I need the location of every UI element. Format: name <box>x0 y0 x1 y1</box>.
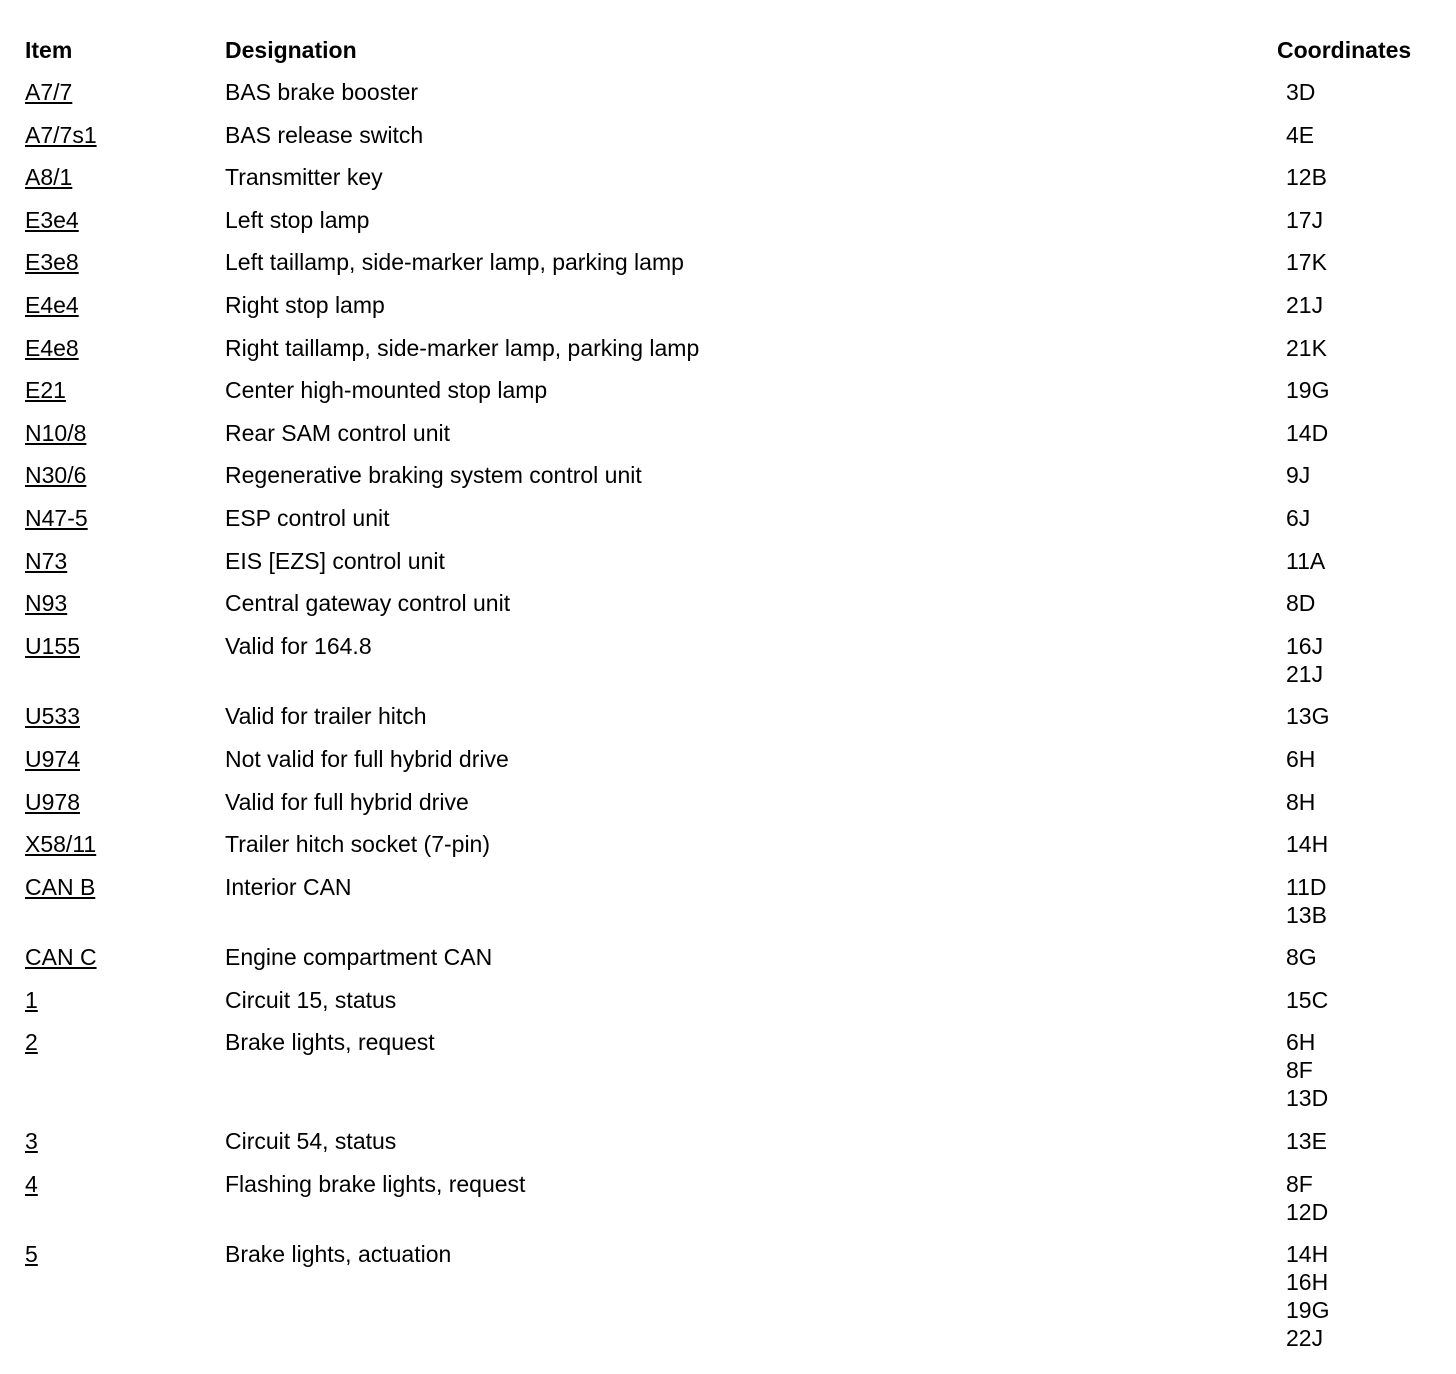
table-row <box>25 702 1435 745</box>
coordinates-cell <box>1286 1170 1328 1226</box>
designation-text: Right stop lamp <box>225 291 385 318</box>
coordinates-cell <box>1286 206 1323 234</box>
coordinate-value: 14H <box>1286 1241 1329 1268</box>
coordinate-value: 6H <box>1286 745 1316 772</box>
coordinate-value: 17J <box>1286 206 1324 233</box>
coordinate-value: 13G <box>1286 703 1330 730</box>
coordinate-value: 19G <box>1286 377 1330 404</box>
coordinate-value: 11A <box>1286 547 1326 574</box>
coordinate-value: 13D <box>1286 1085 1329 1112</box>
designation-text: Center high-mounted stop lamp <box>225 377 548 404</box>
table-row <box>25 334 1435 377</box>
coordinates-cell <box>1286 1240 1329 1352</box>
item-link[interactable]: X58/11 <box>25 831 97 858</box>
coordinate-value: 11D <box>1286 873 1327 900</box>
coordinate-value: 17K <box>1286 249 1327 276</box>
coordinates-cell <box>1286 830 1328 858</box>
coordinate-value: 16H <box>1286 1269 1329 1296</box>
table-row <box>25 78 1435 121</box>
coordinates-cell <box>1286 632 1323 688</box>
designation-text: Trailer hitch socket (7-pin) <box>225 831 491 858</box>
header-item: Item <box>25 37 73 63</box>
coordinate-value: 22J <box>1286 1325 1324 1352</box>
coordinate-value: 21J <box>1286 291 1324 318</box>
item-link[interactable]: U533 <box>25 703 80 730</box>
coordinates-cell <box>1286 163 1327 191</box>
item-link[interactable]: E3e4 <box>25 206 79 233</box>
coordinates-cell <box>1286 1127 1327 1155</box>
item-link[interactable]: N30/6 <box>25 462 87 489</box>
designation-text: Regenerative braking system control unit <box>225 462 642 489</box>
table-row <box>25 504 1435 547</box>
table-row <box>25 943 1435 986</box>
coordinates-cell <box>1286 376 1329 404</box>
table-row <box>25 121 1435 164</box>
table-row <box>25 873 1435 944</box>
item-link[interactable]: N93 <box>25 590 68 617</box>
item-link[interactable]: 2 <box>25 1029 38 1056</box>
table-row <box>25 1170 1435 1241</box>
table-row <box>25 830 1435 873</box>
item-link[interactable]: E4e8 <box>25 334 79 361</box>
designation-text: Not valid for full hybrid drive <box>225 745 509 772</box>
item-link[interactable]: N47-5 <box>25 504 88 531</box>
item-link[interactable]: 4 <box>25 1170 38 1197</box>
table-row <box>25 461 1435 504</box>
coordinate-value: 12B <box>1286 164 1327 191</box>
coordinate-value: 8D <box>1286 590 1316 617</box>
coordinate-value: 14D <box>1286 419 1329 446</box>
coordinate-value: 8F <box>1286 1057 1313 1084</box>
coordinates-cell <box>1286 986 1328 1014</box>
designation-text: Left stop lamp <box>225 206 370 233</box>
coordinate-value: 14H <box>1286 831 1329 858</box>
item-link[interactable]: CAN B <box>25 873 96 900</box>
coordinate-value: 8H <box>1286 788 1316 815</box>
header-designation: Designation <box>225 37 357 63</box>
table-row <box>25 163 1435 206</box>
coordinate-value: 13E <box>1286 1128 1327 1155</box>
coordinate-value: 16J <box>1286 632 1324 659</box>
designation-text: ESP control unit <box>225 504 390 531</box>
coordinates-cell <box>1286 1028 1328 1112</box>
designation-text: Valid for full hybrid drive <box>225 788 469 815</box>
table-row <box>25 1240 1435 1367</box>
coordinates-cell <box>1286 461 1310 489</box>
designation-text: Brake lights, actuation <box>225 1241 452 1268</box>
coordinate-value: 3D <box>1286 79 1316 105</box>
coordinates-cell <box>1286 702 1329 730</box>
header-coordinates: Coordinates <box>1277 37 1412 63</box>
table-row <box>25 547 1435 590</box>
table-row <box>25 745 1435 788</box>
item-link[interactable]: A7/7s1 <box>25 121 97 148</box>
table-row <box>25 1028 1435 1127</box>
coordinates-cell <box>1286 589 1315 617</box>
table-body <box>25 78 1435 1367</box>
designation-text: Circuit 15, status <box>225 986 397 1013</box>
item-link[interactable]: U974 <box>25 745 80 772</box>
coordinates-cell <box>1286 248 1327 276</box>
designation-text: Circuit 54, status <box>225 1128 397 1155</box>
item-link[interactable]: U978 <box>25 788 80 815</box>
designation-text: Transmitter key <box>225 164 383 191</box>
designation-text: Flashing brake lights, request <box>225 1170 526 1197</box>
item-link[interactable]: CAN C <box>25 944 97 971</box>
designation-text: Brake lights, request <box>225 1029 435 1056</box>
designation-text: Right taillamp, side-marker lamp, parking lamp <box>225 334 700 361</box>
item-link[interactable]: E4e4 <box>25 291 79 318</box>
table-row <box>25 632 1435 703</box>
item-link[interactable]: N73 <box>25 547 68 574</box>
designation-text: BAS brake booster <box>225 79 419 105</box>
coordinates-cell <box>1286 419 1328 447</box>
designation-text: Valid for 164.8 <box>225 632 372 659</box>
table-row <box>25 788 1435 831</box>
table-row <box>25 419 1435 462</box>
coordinates-cell <box>1286 121 1314 149</box>
designation-text: Valid for trailer hitch <box>225 703 427 730</box>
table-row <box>25 291 1435 334</box>
item-link[interactable]: E21 <box>25 377 66 404</box>
coordinate-value: 4E <box>1286 121 1315 148</box>
item-link[interactable]: 1 <box>25 986 38 1013</box>
coordinate-value: 8G <box>1286 944 1317 971</box>
designation-text: Rear SAM control unit <box>225 419 450 446</box>
legend-table <box>25 36 1435 1367</box>
table-row <box>25 206 1435 249</box>
item-link[interactable]: 5 <box>25 1241 38 1268</box>
coordinate-value: 8F <box>1286 1170 1313 1197</box>
item-link[interactable]: A7/7 <box>25 79 73 105</box>
designation-text: Interior CAN <box>225 873 352 900</box>
coordinate-value: 9J <box>1286 462 1311 489</box>
coordinates-cell <box>1286 291 1323 319</box>
coordinates-cell <box>1286 504 1310 532</box>
item-link[interactable]: U155 <box>25 632 80 659</box>
table-row <box>25 589 1435 632</box>
table-header <box>25 36 1435 70</box>
designation-text: Left taillamp, side-marker lamp, parking lamp <box>225 249 684 276</box>
item-link[interactable]: 3 <box>25 1128 38 1155</box>
coordinates-cell <box>1286 873 1327 929</box>
coordinates-cell <box>1286 78 1315 106</box>
coordinate-value: 6H <box>1286 1029 1316 1056</box>
coordinate-value: 19G <box>1286 1297 1330 1324</box>
item-link[interactable]: N10/8 <box>25 419 87 446</box>
coordinates-cell <box>1286 745 1315 773</box>
designation-text: Central gateway control unit <box>225 590 511 617</box>
table-row <box>25 1127 1435 1170</box>
designation-text: BAS release switch <box>225 121 424 148</box>
table-row <box>25 986 1435 1029</box>
item-link[interactable]: A8/1 <box>25 164 73 191</box>
designation-text: Engine compartment CAN <box>225 944 493 971</box>
table-row <box>25 376 1435 419</box>
coordinates-cell <box>1286 788 1315 816</box>
table-row <box>25 248 1435 291</box>
coordinate-value: 6J <box>1286 504 1311 531</box>
coordinate-value: 21K <box>1286 334 1327 361</box>
designation-text: EIS [EZS] control unit <box>225 547 445 574</box>
coordinate-value: 21J <box>1286 660 1324 687</box>
item-link[interactable]: E3e8 <box>25 249 79 276</box>
coordinate-value: 15C <box>1286 986 1329 1013</box>
coordinate-value: 12D <box>1286 1198 1329 1225</box>
coordinates-cell <box>1286 943 1317 971</box>
coordinates-cell <box>1286 547 1325 575</box>
coordinate-value: 13B <box>1286 901 1327 928</box>
coordinates-cell <box>1286 334 1327 362</box>
